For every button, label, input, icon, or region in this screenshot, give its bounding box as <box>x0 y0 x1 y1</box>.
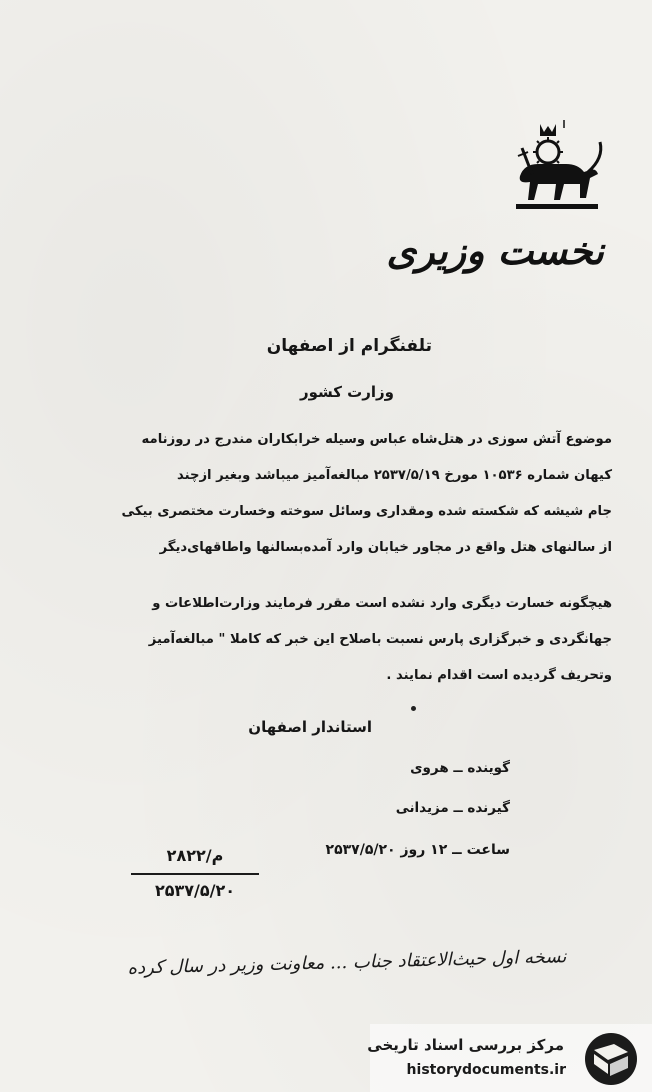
reference-divider <box>131 873 259 875</box>
body-line: از سالنهای هتل واقع در مجاور خیابان وارد آمده‌بسالنها واطاقهای‌دیگر <box>159 540 612 555</box>
handwritten-note: نسخه اول حیث‌الاعتقاد جناب ... معاونت وزیر در سال کرده <box>127 946 567 979</box>
body-line: کیهان شماره ۱۰۵۳۶ مورخ ۲۵۳۷/۵/۱۹ مبالغه‌آمیز میباشد وبغیر ازچند <box>176 468 612 483</box>
ink-dot <box>411 706 416 711</box>
speaker-name: گوینده ــ هروی <box>410 760 510 776</box>
signer-title: استاندار اصفهان <box>248 718 372 736</box>
reference-number: م/۲۸۲۲ <box>166 846 224 865</box>
time-stamp: ساعت ــ ۱۲ روز ۲۵۳۷/۵/۲۰ <box>325 842 510 858</box>
body-line: هیچگونه خسارت دیگری وارد نشده است مقرر فرمایند وزارت‌اطلاعات و <box>152 596 612 611</box>
lion-and-sun-emblem-icon <box>504 118 608 218</box>
history-documents-logo-icon <box>580 1030 642 1088</box>
body-line: جام شیشه که شکسته شده ومقداری وسائل سوخته وخسارت مختصری بیکی <box>121 504 612 519</box>
watermark-url: historydocuments.ir <box>406 1062 566 1078</box>
recipient: وزارت کشور <box>299 383 394 401</box>
letterhead-title: نخست وزیری <box>386 228 604 273</box>
receiver-name: گیرنده ــ مزیدانی <box>395 800 510 816</box>
reference-date: ۲۵۳۷/۵/۲۰ <box>154 881 236 900</box>
watermark-title: مرکز بررسی اسناد تاریخی <box>367 1036 564 1054</box>
body-line: جهانگردی و خبرگزاری پارس نسبت باصلاح این خبر که کاملا " مبالغه‌آمیز <box>148 632 612 647</box>
reference-block <box>130 846 260 900</box>
body-line: وتحریف گردیده است اقدام نمایند . <box>386 668 612 683</box>
telegram-origin: تلفنگرام از اصفهان <box>266 336 432 356</box>
body-line: موضوع آتش سوزی در هتل‌شاه عباس وسیله خرابکاران مندرج در روزنامه <box>141 432 612 447</box>
